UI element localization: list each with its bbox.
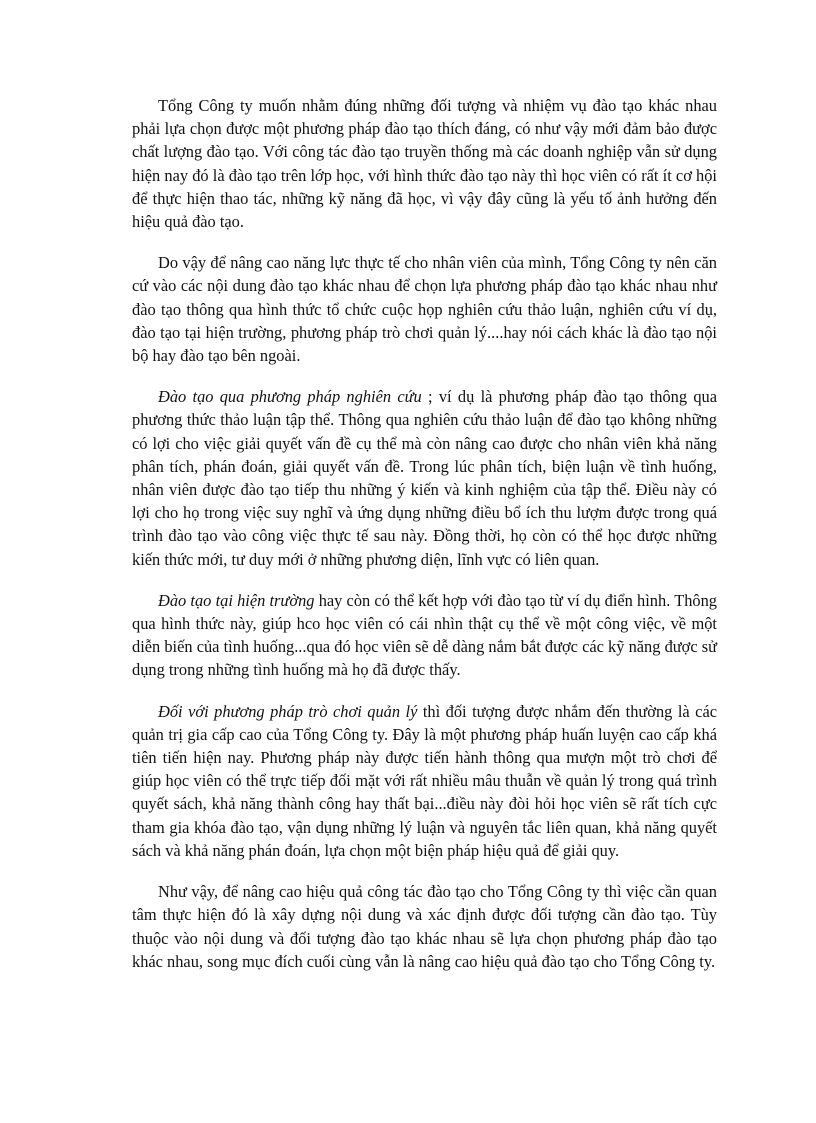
- paragraph-text: hay còn có thể kết hợp với đào tạo từ ví dụ điển hình. Thông qua hình thức này, giúp hco học viên có cái nhìn thật cụ thể về một công việc, về một diễn biến của tình huống...qua đó học viên sẽ dễ dàng nắm bắt được các kỹ năng được sử dụng trong những tình huống mà họ đã được thấy.: [132, 590, 717, 680]
- paragraph-research-method: [132, 385, 717, 571]
- paragraph-training-methods: [132, 251, 717, 367]
- paragraph-lead: Đào tạo tại hiện trường: [158, 590, 315, 610]
- paragraph-conclusion: [132, 880, 717, 973]
- paragraph-management-game: [132, 700, 717, 862]
- paragraph-text: Như vậy, để nâng cao hiệu quả công tác đào tạo cho Tổng Công ty thì việc cần quan tâm thực hiện đó là xây dựng nội dung và xác định được đối tượng cần đào tạo. Tùy thuộc vào nội dung và đối tượng đào tạo khác nhau sẽ lựa chọn phương pháp đào tạo khác nhau, song mục đích cuối cùng vẫn là nâng cao hiệu quả đào tạo cho Tổng Công ty.: [132, 882, 717, 971]
- document-page: [132, 94, 717, 991]
- paragraph-intro: [132, 94, 717, 233]
- paragraph-onsite-training: [132, 589, 717, 682]
- paragraph-text: Do vậy để nâng cao năng lực thực tế cho nhân viên của mình, Tổng Công ty nên căn cứ vào các nội dung đào tạo khác nhau để chọn lựa phương pháp đào tạo khác nhau như đào tạo thông qua hình thức tổ chức cuộc họp nghiên cứu thảo luận, nghiên cứu ví dụ, đào tạo tại hiện trường, phương pháp trò chơi quản lý....hay nói cách khác là đào tạo nội bộ hay đào tạo bên ngoài.: [132, 253, 717, 366]
- paragraph-text: thì đối tượng được nhắm đến thường là các quản trị gia cấp cao của Tổng Công ty. Đây là một phương pháp huấn luyện cao cấp khá tiên tiến hiện nay. Phương pháp này được tiến hành thông qua mượn một trò chơi để giúp học viên có thể trực tiếp đối mặt với rất nhiều mâu thuẫn về quản lý trong quá trình quyết sách, khả năng thành công hay thất bại...điều này đòi hỏi học viên sẽ rất tích cực tham gia khóa đào tạo, vận dụng những lý luận và nguyên tắc liên quan, khả năng quyết sách và khả năng phán đoán, lựa chọn một biện pháp hiệu quả để giải quy.: [132, 701, 717, 860]
- paragraph-lead: Đào tạo qua phương pháp nghiên cứu: [158, 387, 422, 407]
- paragraph-text: ; ví dụ là phương pháp đào tạo thông qua phương thức thảo luận tập thể. Thông qua nghiên cứu thảo luận để đào tạo không những có lợi cho việc giải quyết vấn đề cụ thể mà còn nâng cao được cho nhân viên khả năng phân tích, phán đoán, giải quyết vấn đề. Trong lúc phân tích, biện luận về tình huống, nhân viên được đào tạo tiếp thu những ý kiến và kinh nghiệm của tập thể. Điều này có lợi cho họ trong việc suy nghĩ và ứng dụng những điều bổ ích thu lượm được trong quá trình đào tạo vào công việc thực tế sau này. Đồng thời, họ còn có thể học được những kiến thức mới, tư duy mới ở những phương diện, lĩnh vực có liên quan.: [132, 387, 717, 569]
- paragraph-lead: Đối với phương pháp trò chơi quản lý: [158, 701, 418, 721]
- paragraph-text: Tổng Công ty muốn nhằm đúng những đối tượng và nhiệm vụ đào tạo khác nhau phải lựa chọn được một phương pháp đào tạo thích đáng, có như vậy mới đảm bảo được chất lượng đào tạo. Với công tác đào tạo truyền thống mà các doanh nghiệp vẫn sử dụng hiện nay đó là đào tạo trên lớp học, với hình thức đào tạo này thì học viên có rất ít cơ hội để thực hiện thao tác, những kỹ năng đã học, vì vậy đây cũng là yếu tố ảnh hưởng đến hiệu quả đào tạo.: [132, 96, 717, 232]
